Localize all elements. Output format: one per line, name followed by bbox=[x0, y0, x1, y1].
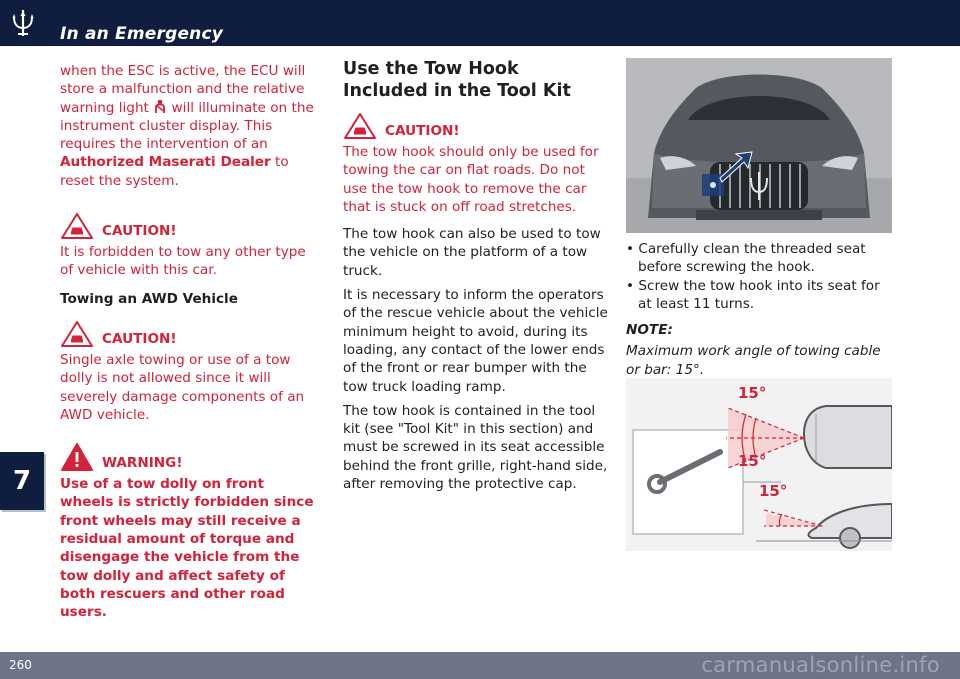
caution-block-3 bbox=[343, 112, 609, 140]
page-header bbox=[0, 0, 960, 46]
esc-text-end: to reset the system. bbox=[60, 154, 289, 189]
seatbelt-warning-icon bbox=[153, 99, 167, 114]
tow-hook-heading: Use the Tow Hook Included in the Tool Kit bbox=[343, 59, 571, 101]
section-title: In an Emergency bbox=[60, 24, 224, 44]
warning-triangle-icon bbox=[60, 442, 94, 472]
caution-text: It is forbidden to tow any other type of vehicle with this car. bbox=[60, 244, 306, 279]
caution-car-icon bbox=[60, 212, 94, 240]
page-footer bbox=[0, 652, 960, 679]
chapter-tab[interactable]: 7 bbox=[0, 452, 44, 510]
note-text: Maximum work angle of towing cable or bar: 15°. bbox=[626, 343, 881, 378]
esc-text-start: when the ESC is active, the ECU will store a malfunction and the relative warning light bbox=[60, 63, 306, 116]
tow-angle-diagram bbox=[626, 378, 892, 551]
caution-car-icon bbox=[60, 320, 94, 348]
column-middle bbox=[343, 58, 609, 493]
caution-block-2 bbox=[60, 320, 322, 348]
caution-text: The tow hook should only be used for towing the car on flat roads. Do not use the tow hook to remove the car that is stuck on off road stretches. bbox=[343, 144, 599, 215]
esc-paragraph bbox=[60, 62, 322, 190]
trident-logo-icon bbox=[8, 8, 38, 38]
instruction-list bbox=[626, 240, 894, 313]
body-paragraph: It is necessary to inform the operators of the rescue vehicle about the vehicle minimum height to avoid, during its loading, any contact of the lower ends of the front or rear bumper with the tow truck loading ramp. bbox=[343, 287, 608, 395]
angle-label-bottom: 15° bbox=[759, 482, 788, 500]
angle-label-middle: 15° bbox=[738, 452, 767, 470]
column-left bbox=[60, 62, 322, 622]
esc-text-mid: will illuminate on the instrument cluster display. This requires the intervention of an bbox=[60, 99, 314, 153]
body-paragraph: The tow hook is contained in the tool kit (see "Tool Kit" in this section) and must be screwed in its seat accessible behind the front grille, right-hand side, after removing the protective cap. bbox=[343, 402, 608, 493]
caution-block-1 bbox=[60, 212, 322, 240]
warning-text: Use of a tow dolly on front wheels is strictly forbidden since front wheels may still receive a residual amount of torque and disengage the vehicle from the tow dolly and affect safety of both rescuers and other road users. bbox=[60, 476, 314, 621]
note-label: NOTE: bbox=[626, 322, 673, 339]
body-paragraph: The tow hook can also be used to tow the vehicle on the platform of a tow truck. bbox=[343, 226, 601, 279]
watermark: carmanualsonline.info bbox=[701, 653, 940, 677]
warning-block bbox=[60, 442, 322, 472]
awd-heading: Towing an AWD Vehicle bbox=[60, 290, 238, 307]
caution-text: Single axle towing or use of a tow dolly is not allowed since it will severely damage components of an AWD vehicle. bbox=[60, 351, 305, 423]
column-right bbox=[626, 240, 894, 379]
dealer-emphasis: Authorized Maserati Dealer bbox=[60, 154, 271, 171]
list-item-text: Carefully clean the threaded seat before screwing the hook. bbox=[638, 241, 866, 276]
warning-label: WARNING! bbox=[102, 455, 183, 472]
caution-label: CAUTION! bbox=[102, 330, 177, 347]
caution-label: CAUTION! bbox=[385, 123, 460, 139]
page-number: 260 bbox=[9, 658, 32, 672]
list-item: • Screw the tow hook into its seat for at least 11 turns. bbox=[626, 277, 880, 312]
angle-label-top: 15° bbox=[738, 384, 767, 402]
car-front-photo bbox=[626, 58, 892, 233]
caution-label: CAUTION! bbox=[102, 223, 177, 240]
list-item: • Carefully clean the threaded seat before screwing the hook. bbox=[626, 241, 866, 276]
caution-car-icon bbox=[343, 112, 377, 140]
list-item-text: Screw the tow hook into its seat for at least 11 turns. bbox=[638, 277, 880, 312]
